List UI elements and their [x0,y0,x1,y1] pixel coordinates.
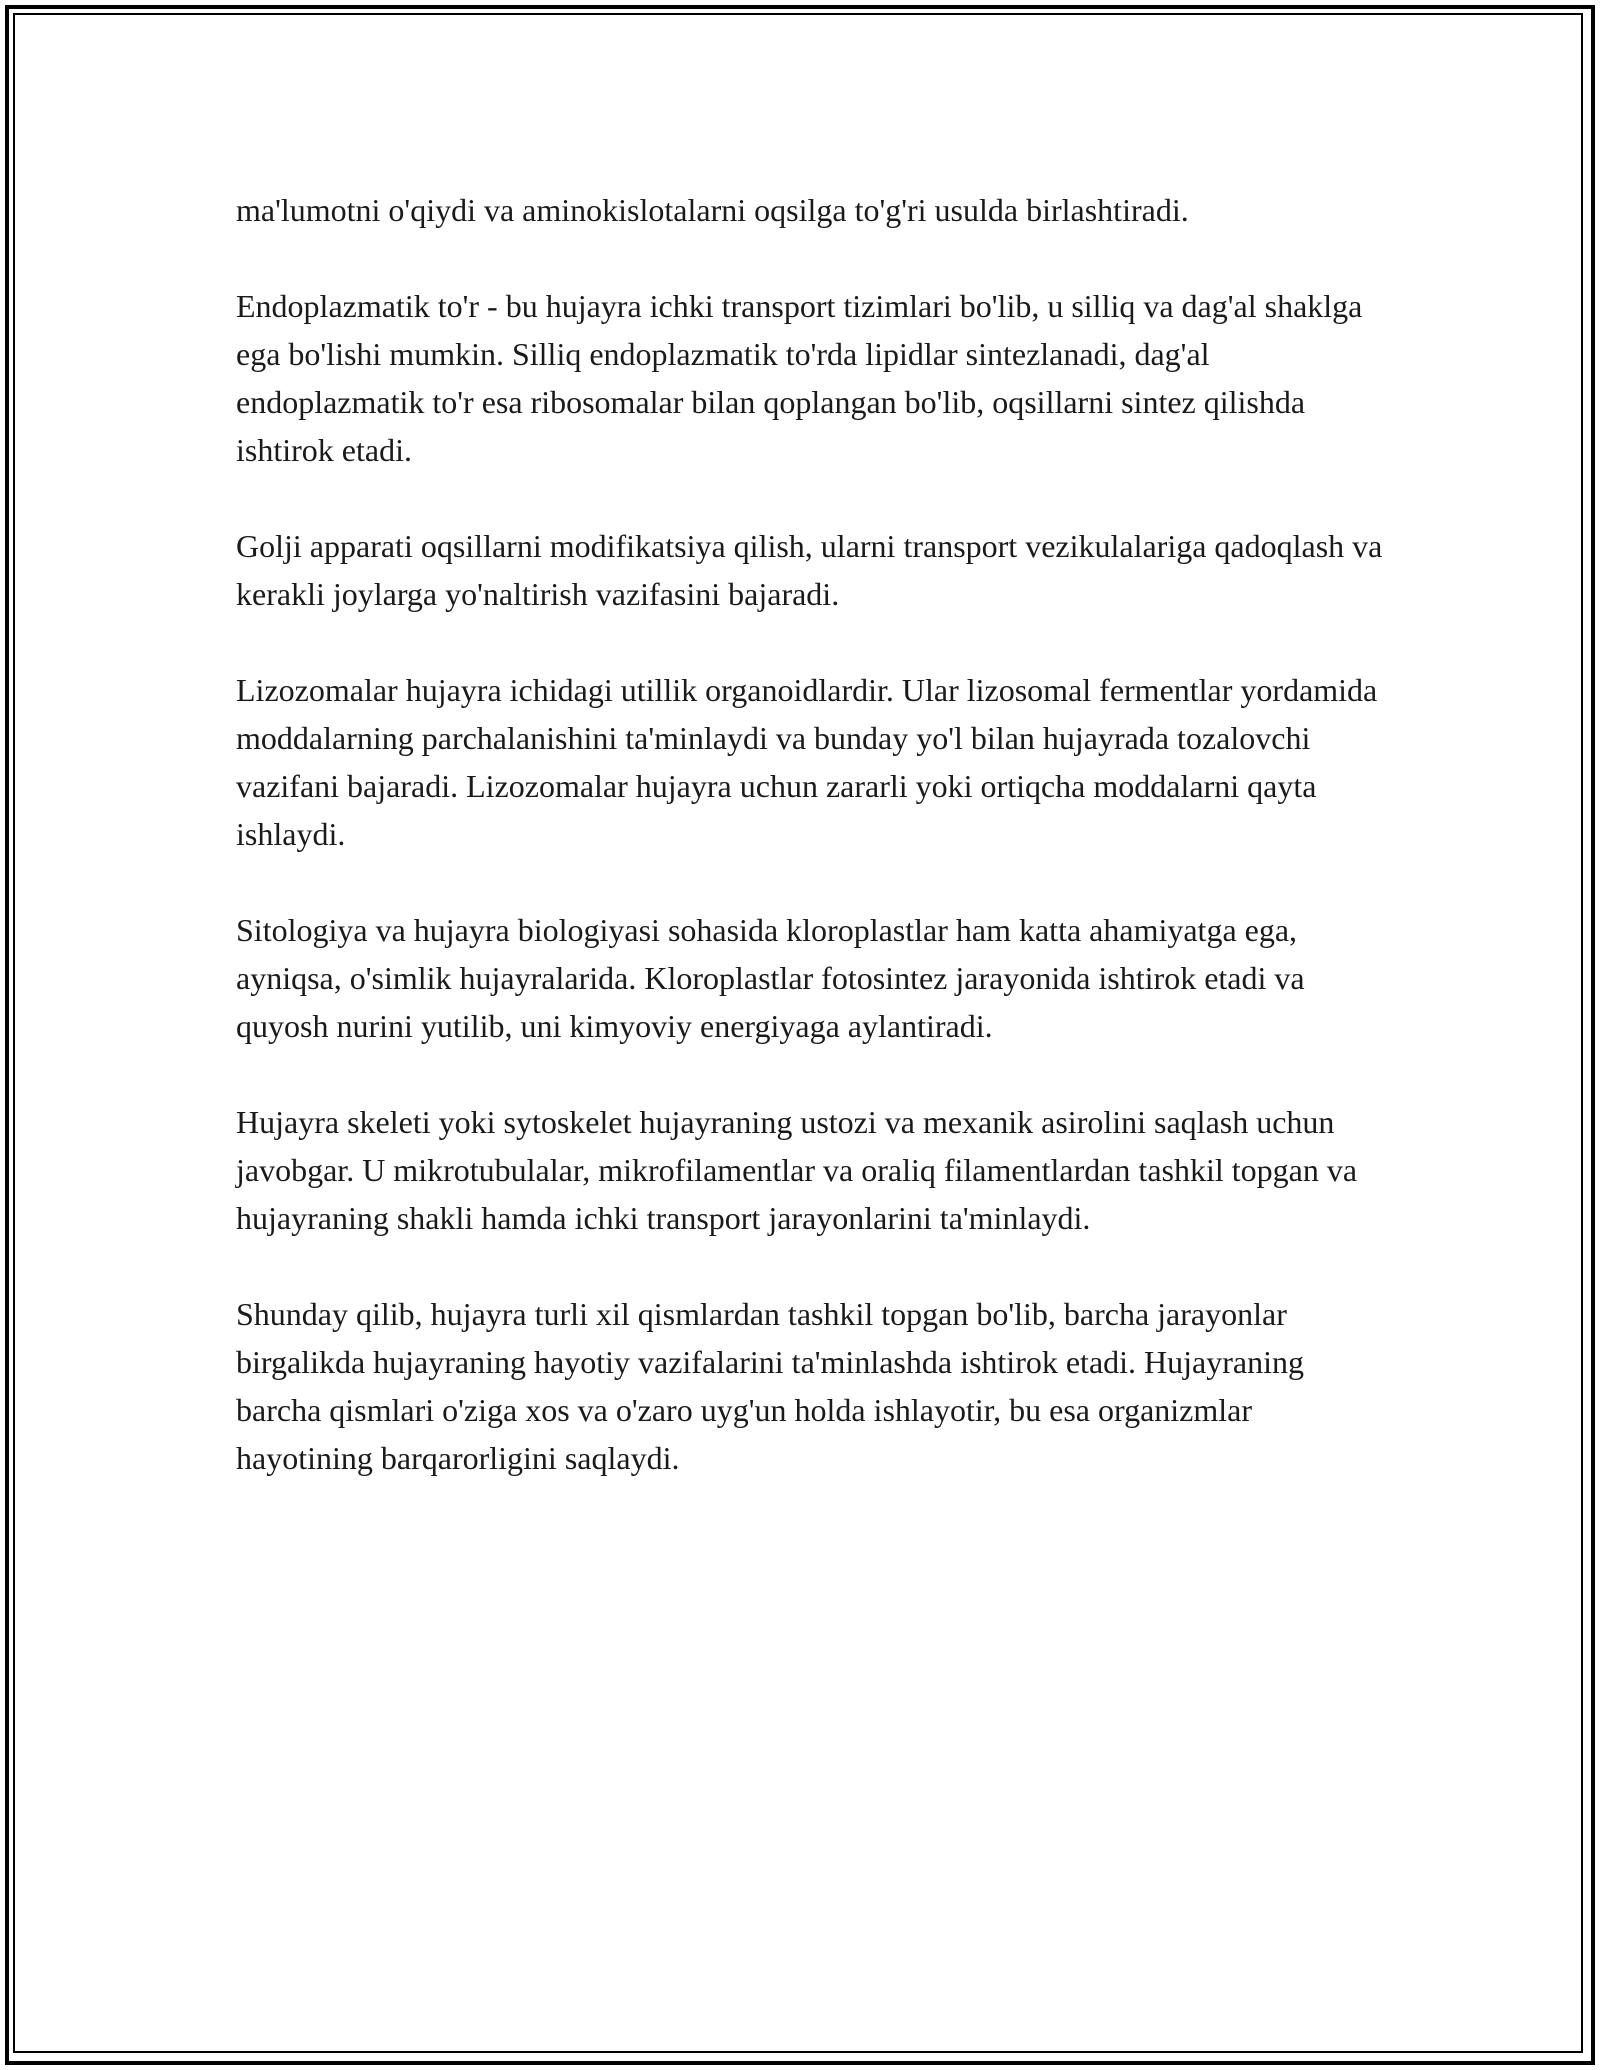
paragraph-chloroplasts: Sitologiya va hujayra biologiyasi sohasida kloroplastlar ham katta ahamiyatga ega, ayniqsa, o'simlik hujayralarida. Kloroplastlar fotosintez jarayonida ishtirok etadi va quyosh nurini yutilib, uni kimyoviy energiyaga aylantiradi. [236,912,1305,1044]
paragraph-ribosome-continuation: ma'lumotni o'qiydi va aminokislotalarni oqsilga to'g'ri usulda birlashtiradi. [236,192,1189,228]
paragraph-cytoskeleton: Hujayra skeleti yoki sytoskelet hujayraning ustozi va mexanik asirolini saqlash uchun javobgar. U mikrotubulalar, mikrofilamentlar va oraliq filamentlardan tashkil topgan va hujayraning shakli hamda ichki transport jarayonlarini ta'minlaydi. [236,1104,1358,1236]
document-body [236,186,1396,1482]
paragraph-conclusion: Shunday qilib, hujayra turli xil qismlardan tashkil topgan bo'lib, barcha jarayonlar birgalikda hujayraning hayotiy vazifalarini ta'minlashda ishtirok etadi. Hujayraning barcha qismlari o'ziga xos va o'zaro uyg'un holda ishlayotir, bu esa organizmlar hayotining barqarorligini saqlaydi. [236,1296,1304,1476]
paragraph-lysosomes: Lizozomalar hujayra ichidagi utillik organoidlardir. Ular lizosomal fermentlar yordamida moddalarning parchalanishini ta'minlaydi va bunday yo'l bilan hujayrada tozalovchi vazifani bajaradi. Lizozomalar hujayra uchun zararli yoki ortiqcha moddalarni qayta ishlaydi. [236,672,1378,852]
paragraph-endoplasmic-reticulum: Endoplazmatik to'r - bu hujayra ichki transport tizimlari bo'lib, u silliq va dag'al shaklga ega bo'lishi mumkin. Silliq endoplazmatik to'rda lipidlar sintezlanadi, dag'al endoplazmatik to'r esa ribosomalar bilan qoplangan bo'lib, oqsillarni sintez qilishda ishtirok etadi. [236,288,1363,468]
paragraph-golgi-apparatus: Golji apparati oqsillarni modifikatsiya qilish, ularni transport vezikulalariga qadoqlash va kerakli joylarga yo'naltirish vazifasini bajaradi. [236,528,1383,612]
